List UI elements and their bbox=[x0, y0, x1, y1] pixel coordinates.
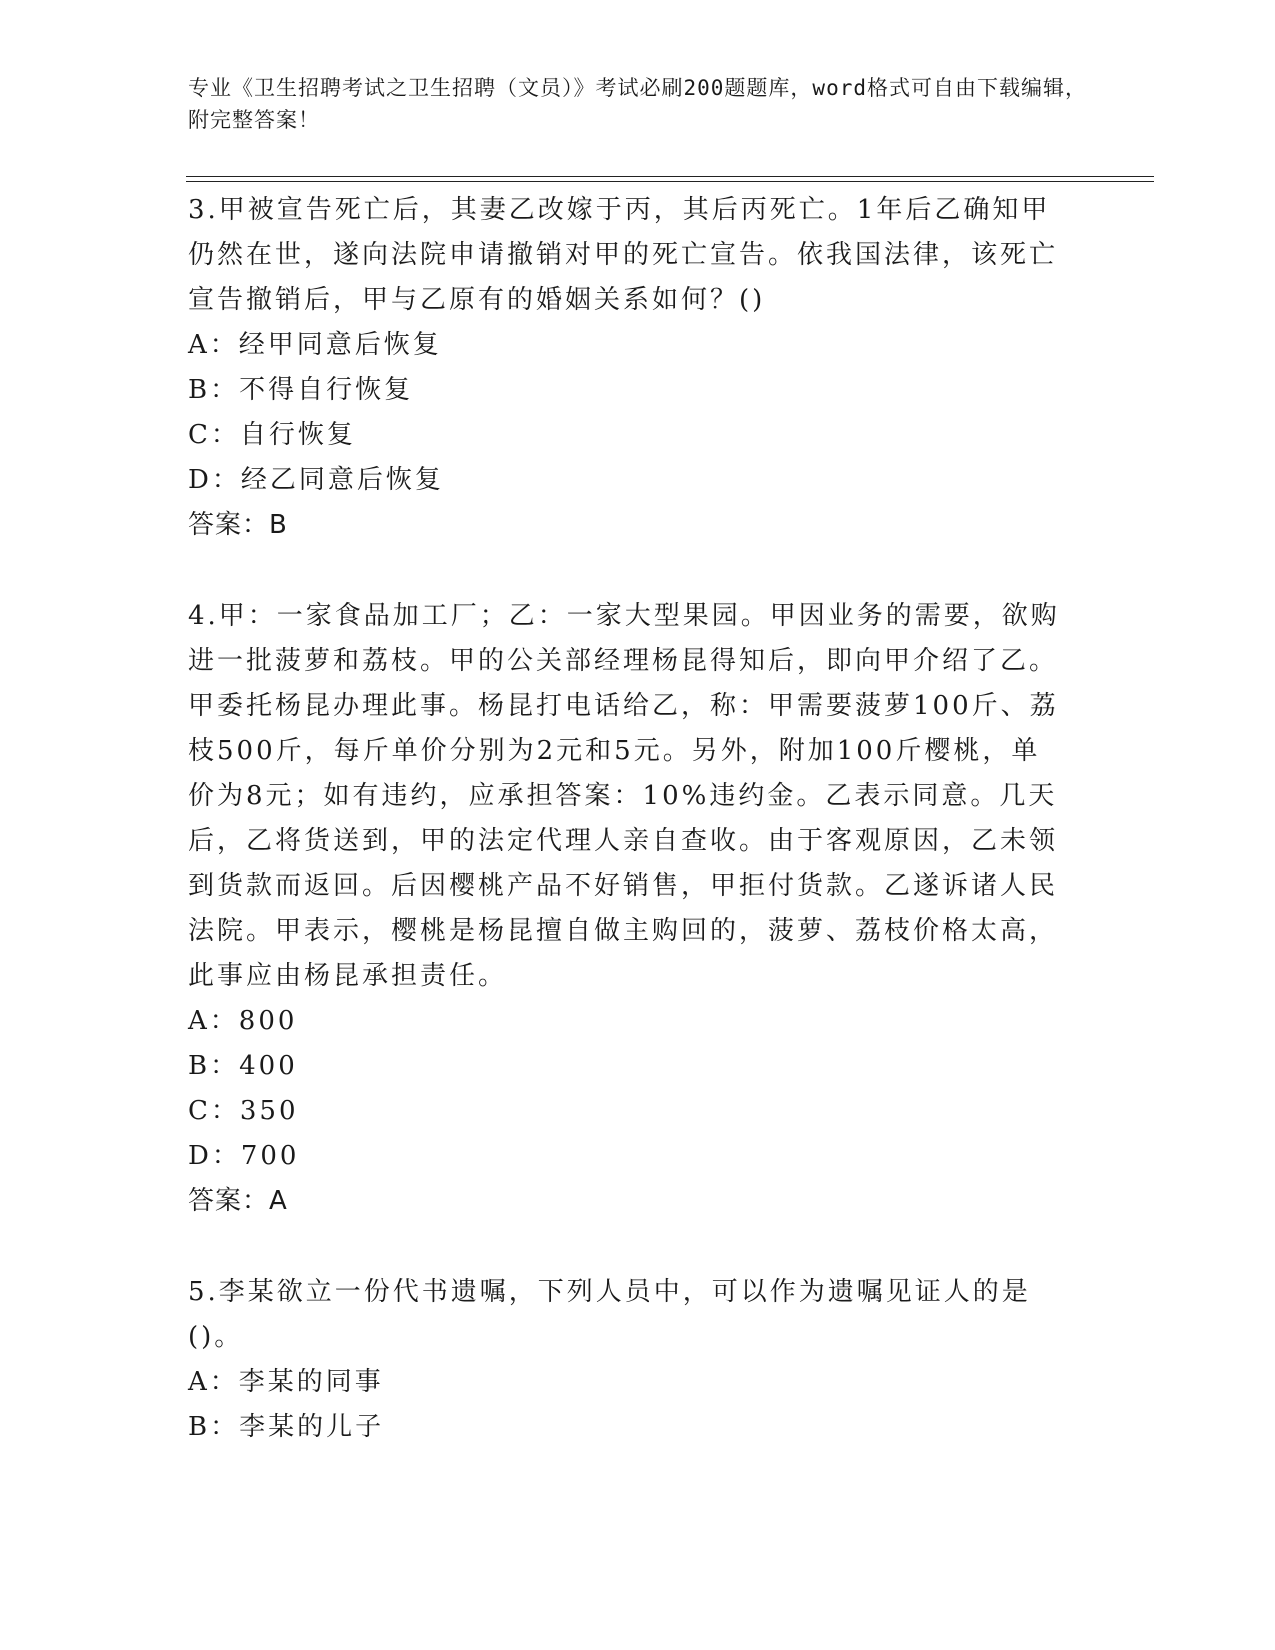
option-a: A：经甲同意后恢复 bbox=[188, 330, 442, 360]
option-b: B：李某的儿子 bbox=[188, 1412, 385, 1442]
option-d: D：经乙同意后恢复 bbox=[188, 465, 444, 495]
answer-line: 答案：A bbox=[188, 1186, 288, 1216]
option-c: C：350 bbox=[188, 1096, 299, 1126]
answer-line: 答案：B bbox=[188, 510, 288, 540]
question-stem: 5.李某欲立一份代书遗嘱，下列人员中，可以作为遗嘱见证人的是()。 bbox=[188, 1277, 1031, 1352]
question-stem: 3.甲被宣告死亡后，其妻乙改嫁于丙，其后丙死亡。1年后乙确知甲仍然在世，遂向法院申请撤销对甲的死亡宣告。依我国法律，该死亡宣告撤销后，甲与乙原有的婚姻关系如何？() bbox=[188, 195, 1059, 315]
question-4 bbox=[188, 594, 1068, 1224]
option-d: D：700 bbox=[188, 1141, 300, 1171]
header-divider-top bbox=[186, 176, 1154, 177]
header-divider-bottom bbox=[186, 181, 1154, 182]
question-5 bbox=[188, 1270, 1068, 1450]
option-c: C：自行恢复 bbox=[188, 420, 356, 450]
option-b: B：400 bbox=[188, 1051, 298, 1081]
option-b: B：不得自行恢复 bbox=[188, 375, 414, 405]
question-stem: 4.甲：一家食品加工厂；乙：一家大型果园。甲因业务的需要，欲购进一批菠萝和荔枝。甲的公关部经理杨昆得知后，即向甲介绍了乙。甲委托杨昆办理此事。杨昆打电话给乙，称：甲需要菠萝100斤、荔枝500斤，每斤单价分别为2元和5元。另外，附加100斤樱桃，单价为8元；如有违约，应承担答案：10%违约金。乙表示同意。几天后，乙将货送到，甲的法定代理人亲自查收。由于客观原因，乙未领到货款而返回。后因樱桃产品不好销售，甲拒付货款。乙遂诉诸人民法院。甲表示，樱桃是杨昆擅自做主购回的，菠萝、荔枝价格太高，此事应由杨昆承担责任。 bbox=[188, 601, 1060, 991]
question-3 bbox=[188, 188, 1068, 548]
option-a: A：李某的同事 bbox=[188, 1367, 384, 1397]
option-a: A：800 bbox=[188, 1006, 298, 1036]
question-list bbox=[188, 188, 1068, 1496]
document-header: 专业《卫生招聘考试之卫生招聘（文员）》考试必刷200题题库，word格式可自由下载编辑，附完整答案！ bbox=[188, 76, 1087, 132]
